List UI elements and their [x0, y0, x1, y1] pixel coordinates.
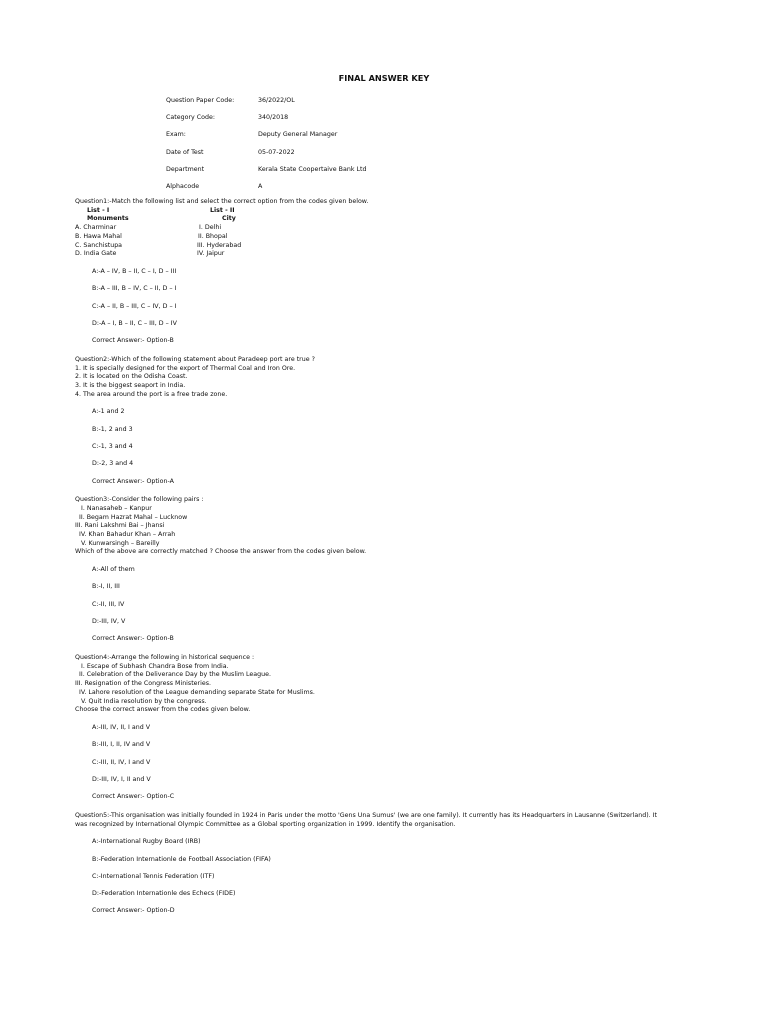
option-d: D:-III, IV, V: [92, 618, 126, 626]
meta-value: Kerala State Coopertaive Bank Ltd: [258, 165, 367, 173]
list-1-item: D. India Gate: [75, 250, 117, 258]
statement-line: II. Begam Hazrat Mahal – Lucknow: [77, 513, 188, 521]
match-row: [75, 250, 695, 259]
meta-label: Date of Test: [166, 148, 204, 156]
match-row: [75, 242, 695, 251]
option-a: A:-All of them: [92, 566, 135, 574]
statement-line: I. Escape of Subhash Chandra Bose from India.: [77, 662, 229, 670]
list-2-item: III. Hyderabad: [197, 241, 242, 249]
document-title: FINAL ANSWER KEY: [338, 73, 430, 83]
option-b: B:-I, II, III: [92, 583, 120, 591]
statement-line: III. Rani Lakshmi Bai – Jhansi: [75, 522, 165, 530]
question-stem: Question2:-Which of the following statement about Paradeep port are true ?: [75, 355, 315, 363]
statement-line: 4. The area around the port is a free trade zone.: [75, 390, 228, 398]
meta-label: Exam:: [166, 131, 186, 139]
statement-line: V. Kunwarsingh – Bareilly: [77, 539, 160, 547]
exam-details: [166, 97, 366, 200]
question-3: [75, 496, 695, 644]
question-2: [75, 356, 695, 486]
option-c: C:-International Tennis Federation (ITF): [92, 872, 215, 880]
option-b: B:-A – III, B – IV, C – II, D – I: [92, 285, 177, 293]
statement-line: I. Nanasaheb – Kanpur: [77, 504, 152, 512]
option-d: D:-A – I, B – II, C – III, D – IV: [92, 319, 177, 327]
list-2-item: II. Bhopal: [198, 232, 228, 240]
correct-answer: Correct Answer:- Option-D: [92, 907, 175, 915]
list-1-item: B. Hawa Mahal: [75, 232, 122, 240]
list-2-heading: List - II: [210, 206, 235, 214]
question-stem-continued: was recognized by International Olympic Committee as a Global sporting organization in 1999. Identify the organisation.: [75, 820, 456, 828]
question-5: [75, 812, 695, 916]
option-b: B:-1, 2 and 3: [92, 425, 133, 433]
statement-line: V. Quit India resolution by the congress.: [77, 697, 207, 705]
list-1-subheading: Monuments: [87, 215, 129, 223]
meta-value: 340/2018: [258, 114, 289, 122]
statement-line: 3. It is the biggest seaport in India.: [75, 381, 186, 389]
option-a: A:-III, IV, II, I and V: [92, 723, 151, 731]
question-stem: Question5:-This organisation was initially founded in 1924 in Paris under the motto 'Gens Una Sumus' (we are one family). It currently has its Headquarters in Lausanne (Switzerland). It: [75, 811, 658, 819]
meta-label: Category Code:: [166, 114, 216, 122]
match-row: [75, 233, 695, 242]
statement-line: Choose the correct answer from the codes given below.: [75, 706, 251, 714]
meta-row-category-code: [166, 114, 366, 131]
option-b: B:-Federation Internationle de Football Association (FIFA): [92, 855, 271, 863]
option-d: D:-Federation Internationle des Echecs (FIDE): [92, 890, 236, 898]
list-2-item: IV. Jaipur: [197, 250, 225, 258]
option-a: A:-International Rugby Board (IRB): [92, 838, 201, 846]
options: [75, 566, 695, 627]
option-d: D:-2, 3 and 4: [92, 460, 134, 468]
option-a: A:-A – IV, B – II, C – I, D – III: [92, 267, 177, 275]
meta-label: Department: [166, 165, 205, 173]
question-4: [75, 654, 695, 802]
question-stem: Question3:-Consider the following pairs :: [75, 496, 204, 504]
meta-row-department: [166, 166, 366, 183]
statement-line: 1. It is specially designed for the export of Thermal Coal and Iron Ore.: [75, 364, 296, 372]
meta-row-paper-code: [166, 97, 366, 114]
option-b: B:-III, I, II, IV and V: [92, 741, 151, 749]
options: [75, 724, 695, 785]
option-a: A:-1 and 2: [92, 408, 125, 416]
options: [75, 268, 695, 329]
option-c: C:-III, II, IV, I and V: [92, 758, 151, 766]
meta-value: Deputy General Manager: [258, 131, 338, 139]
statement-line: Which of the above are correctly matched ? Choose the answer from the codes given below.: [75, 548, 367, 556]
meta-row-date: [166, 149, 366, 166]
match-row: [75, 224, 695, 233]
correct-answer: Correct Answer:- Option-B: [92, 337, 174, 345]
option-c: C:-A – II, B – III, C – IV, D – I: [92, 302, 177, 310]
meta-value: 36/2022/OL: [258, 97, 295, 104]
option-c: C:-1, 3 and 4: [92, 442, 133, 450]
match-table-header: [75, 207, 695, 216]
meta-label: Alphacode: [166, 182, 200, 190]
statement-line: II. Celebration of the Deliverance Day by the Muslim League.: [77, 671, 271, 679]
correct-answer: Correct Answer:- Option-A: [92, 477, 174, 485]
list-1-heading: List - I: [87, 206, 110, 214]
statement-line: 2. It is located on the Odisha Coast.: [75, 373, 188, 381]
option-c: C:-II, III, IV: [92, 600, 125, 608]
options: [75, 408, 695, 469]
meta-value: A: [258, 182, 263, 190]
correct-answer: Correct Answer:- Option-C: [92, 793, 175, 801]
statement-line: III. Resignation of the Congress Ministeries.: [75, 680, 212, 688]
question-1: [75, 198, 695, 346]
correct-answer: Correct Answer:- Option-B: [92, 635, 174, 643]
meta-label: Question Paper Code:: [166, 97, 235, 104]
meta-value: 05-07-2022: [258, 148, 295, 156]
statement-line: IV. Lahore resolution of the League demanding separate State for Muslims.: [77, 688, 315, 696]
list-1-item: A. Charminar: [75, 224, 117, 232]
list-2-item: I. Delhi: [199, 224, 222, 232]
question-stem: Question1:-Match the following list and select the correct option from the codes given below.: [75, 198, 369, 205]
statement-line: IV. Khan Bahadur Khan – Arrah: [77, 531, 176, 539]
option-d: D:-III, IV, I, II and V: [92, 775, 151, 783]
list-1-item: C. Sanchistupa: [75, 241, 123, 249]
meta-row-exam: [166, 131, 366, 148]
options: [75, 838, 695, 899]
questions: [75, 198, 695, 926]
match-table-subheader: [75, 215, 695, 224]
question-stem: Question4:-Arrange the following in historical sequence :: [75, 654, 255, 662]
list-2-subheading: City: [222, 215, 236, 223]
